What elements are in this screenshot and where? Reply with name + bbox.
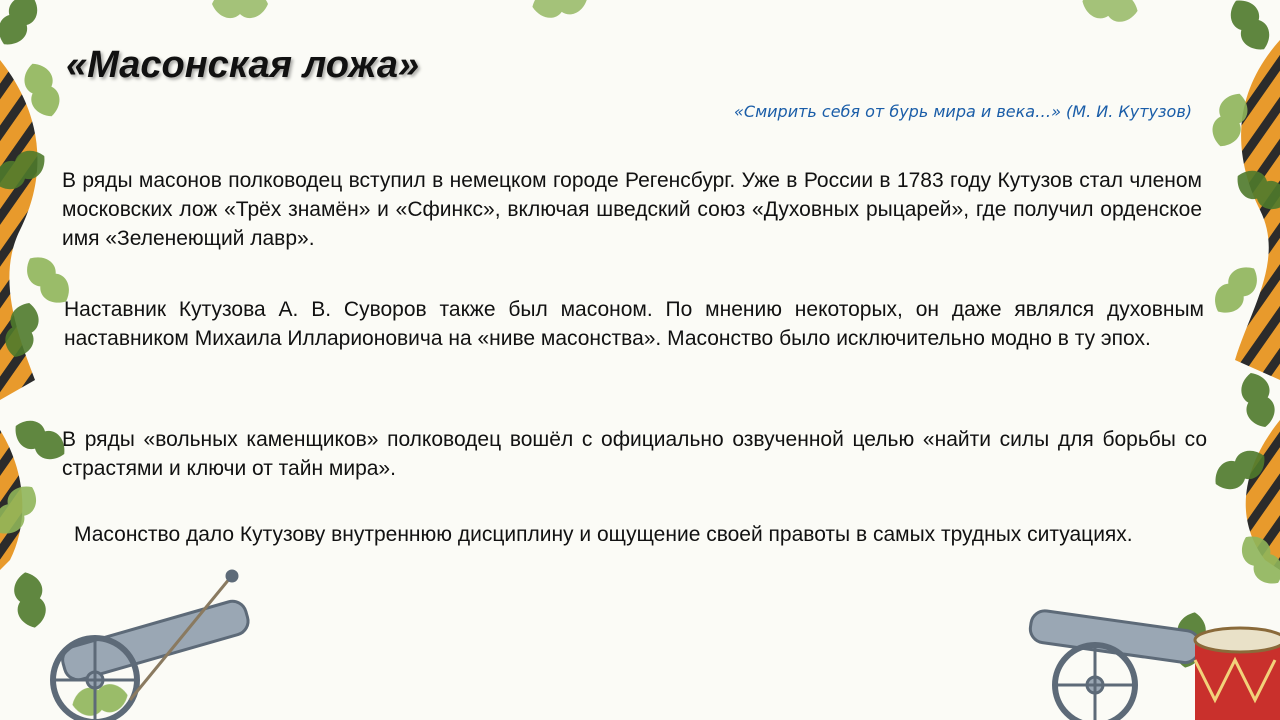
oak-leaf-icon — [212, 0, 1140, 25]
slide-title: «Масонская ложа» — [66, 44, 420, 86]
paragraph-suvorov: Наставник Кутузова А. В. Суворов также был масоном. По мнению некоторых, он даже являлся духовным наставником Михаила Илларионовича на «ниве масонства». Масонство было исключительно модно в ту эпох. — [64, 298, 1204, 350]
paragraph-free-masons: В ряды «вольных каменщиков» полководец вошёл с официально озвученной целью «найти силы для борьбы со страстями и ключи от тайн мира». — [62, 428, 1207, 480]
drum-icon — [1195, 628, 1280, 720]
paragraph-regensburg: В ряды масонов полководец вступил в немецком городе Регенсбург. Уже в России в 1783 году Кутузов стал членом московских лож «Трёх знамён» и «Сфинкс», включая шведский союз «Духовных рыцарей», где получил орденское имя «Зеленеющий лавр». — [62, 169, 1202, 250]
cannon-icon — [1029, 609, 1202, 720]
paragraph-discipline: Масонство дало Кутузову внутреннюю дисциплину и ощущение своей правоты в самых трудных ситуациях. — [74, 523, 1133, 546]
epigraph-quote: «Смирить себя от бурь мира и века…» (М. И. Кутузов) — [734, 102, 1192, 121]
